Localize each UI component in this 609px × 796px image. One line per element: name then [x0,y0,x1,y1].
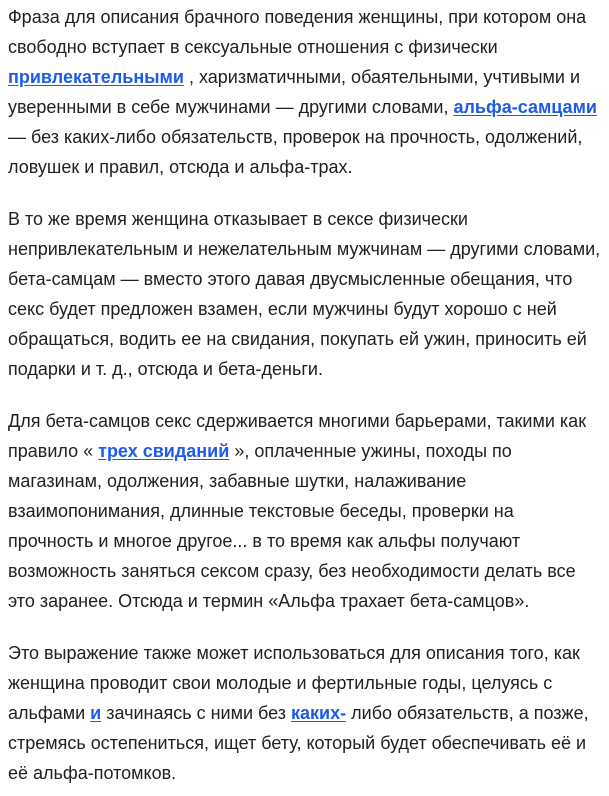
paragraph [8,204,603,384]
inline-link[interactable]: альфа-самцами [453,97,597,117]
paragraph [8,2,603,182]
inline-link[interactable]: каких- [291,703,347,723]
paragraph-text: либо обязательств, а позже, стремясь остепениться, ищет бету, который будет обеспечивать её и её альфа-потомков. [8,703,589,783]
inline-link[interactable]: и [90,703,102,723]
inline-link[interactable]: привлекательными [8,67,184,87]
paragraph-text: зачинаясь с ними без [101,703,292,723]
paragraph-text: , харизматичными, обаятельными, учтивыми и уверенными в себе мужчинами — другими словами, [8,67,581,117]
paragraph-text: — без каких-либо обязательств, проверок на прочность, одолжений, ловушек и правил, отсюда и альфа-трах. [8,127,583,177]
paragraph [8,638,603,788]
inline-link[interactable]: трех свиданий [98,441,230,461]
paragraph-text: Для бета-самцов секс сдерживается многими барьерами, такими как правило « [8,411,587,461]
paragraph-text: », оплаченные ужины, походы по магазинам, одолжения, забавные шутки, налаживание взаимопонимания, длинные текстовые беседы, проверки на прочность и многое другое... в то время как альфы получают возможность заняться сексом сразу, без необходимости делать все это заранее. Отсюда и термин «Альфа трахает бета-самцов». [8,441,576,611]
paragraph-text: В то же время женщина отказывает в сексе физически непривлекательным и нежелательным мужчинам — другими словами, бета-самцам — вместо этого давая двусмысленные обещания, что секс будет предложен взамен, если мужчины будут хорошо с ней обращаться, водить ее на свидания, покупать ей ужин, приносить ей подарки и т. д., отсюда и бета-деньги. [8,209,601,379]
paragraph [8,406,603,616]
paragraph-text: Это выражение также может использоваться для описания того, как женщина проводит свои молодые и фертильные годы, целуясь с альфами [8,643,580,723]
paragraph-text: Фраза для описания брачного поведения женщины, при котором она свободно вступает в сексуальные отношения с физически [8,7,587,57]
